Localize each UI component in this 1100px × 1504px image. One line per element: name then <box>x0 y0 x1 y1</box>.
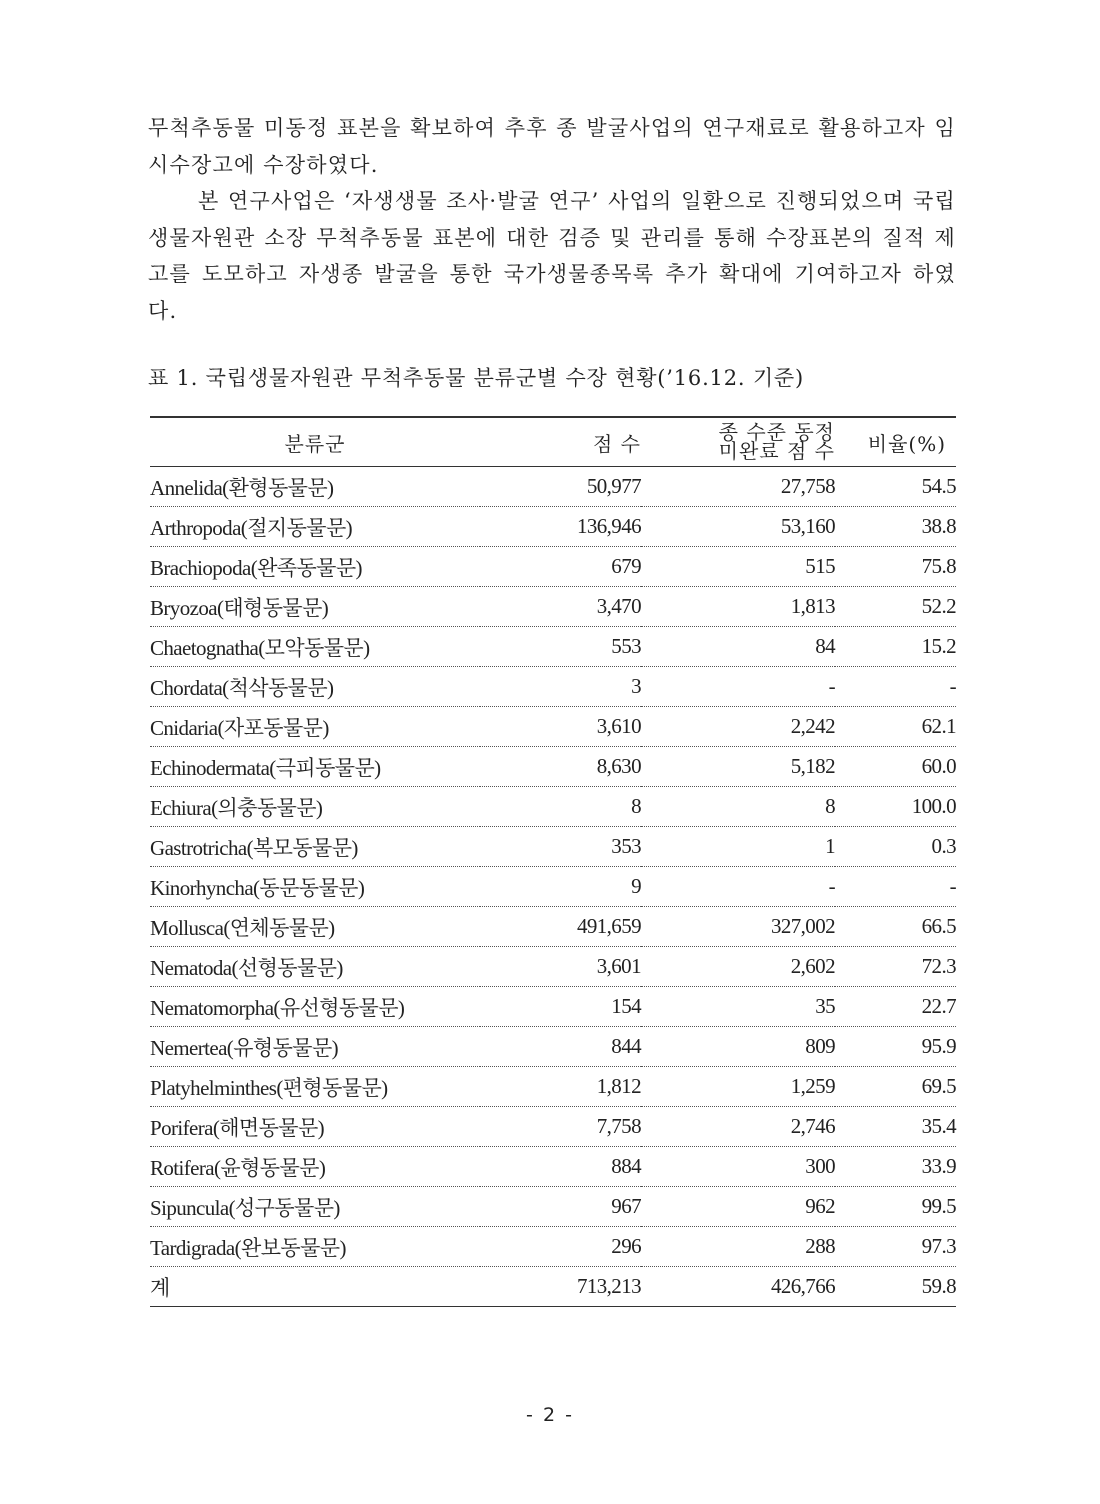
table-row <box>150 1027 956 1067</box>
cell-pending: 1,259 <box>641 1067 835 1107</box>
cell-ratio: 54.5 <box>835 467 956 507</box>
cell-ratio: 52.2 <box>835 587 956 627</box>
cell-ratio: 22.7 <box>835 987 956 1027</box>
cell-group: Chordata(척삭동물문) <box>150 667 480 707</box>
table-row <box>150 827 956 867</box>
cell-ratio: 95.9 <box>835 1027 956 1067</box>
cell-group: Kinorhyncha(동문동물문) <box>150 867 480 907</box>
table-row <box>150 667 956 707</box>
cell-group: Echiura(의충동물문) <box>150 787 480 827</box>
cell-ratio: 99.5 <box>835 1187 956 1227</box>
cell-ratio: - <box>835 667 956 707</box>
cell-group: Chaetognatha(모악동물문) <box>150 627 480 667</box>
cell-ratio: 100.0 <box>835 787 956 827</box>
cell-pending: 53,160 <box>641 507 835 547</box>
body-paragraph-1: 무척추동물 미동정 표본을 확보하여 추후 종 발굴사업의 연구재료로 활용하고자 임시수장고에 수장하였다. <box>148 116 956 177</box>
cell-group: Echinodermata(극피동물문) <box>150 747 480 787</box>
header-group: 분류군 <box>284 431 346 456</box>
cell-group: Sipuncula(성구동물문) <box>150 1187 480 1227</box>
cell-group: Gastrotricha(복모동물문) <box>150 827 480 867</box>
cell-group: Annelida(환형동물문) <box>150 467 480 507</box>
cell-group: Platyhelminthes(편형동물문) <box>150 1067 480 1107</box>
cell-count: 553 <box>480 627 641 667</box>
cell-count: 8 <box>480 787 641 827</box>
header-pending-line1: 종 수준 동정 <box>718 420 835 444</box>
cell-ratio: 66.5 <box>835 907 956 947</box>
header-ratio: 비율(%) <box>867 431 946 456</box>
cell-pending: 2,242 <box>641 707 835 747</box>
total-cell-pending: 426,766 <box>641 1267 835 1307</box>
cell-count: 491,659 <box>480 907 641 947</box>
cell-pending: 5,182 <box>641 747 835 787</box>
cell-count: 1,812 <box>480 1067 641 1107</box>
table-row <box>150 1067 956 1107</box>
cell-pending: 327,002 <box>641 907 835 947</box>
cell-ratio: 69.5 <box>835 1067 956 1107</box>
cell-count: 296 <box>480 1227 641 1267</box>
table-row <box>150 1187 956 1227</box>
cell-count: 50,977 <box>480 467 641 507</box>
table-row <box>150 587 956 627</box>
specimen-table <box>150 416 956 1307</box>
body-paragraph-2: 본 연구사업은 ‘자생생물 조사·발굴 연구’ 사업의 일환으로 진행되었으며 국립생물자원관 소장 무척추동물 표본에 대한 검증 및 관리를 통해 수장표본의 질적 제고를 도모하고 자생종 발굴을 통한 국가생물종목록 추가 확대에 기여하고자 하였다. <box>148 189 956 323</box>
cell-ratio: - <box>835 867 956 907</box>
table-row <box>150 747 956 787</box>
cell-pending: 300 <box>641 1147 835 1187</box>
cell-count: 136,946 <box>480 507 641 547</box>
cell-count: 9 <box>480 867 641 907</box>
table-row <box>150 867 956 907</box>
cell-pending: 1 <box>641 827 835 867</box>
cell-pending: - <box>641 867 835 907</box>
table-caption: 표 1. 국립생물자원관 무척추동물 분류군별 수장 현황(’16.12. 기준) <box>148 366 804 390</box>
cell-count: 844 <box>480 1027 641 1067</box>
cell-group: Brachiopoda(완족동물문) <box>150 547 480 587</box>
table-row <box>150 467 956 507</box>
cell-group: Cnidaria(자포동물문) <box>150 707 480 747</box>
table-row <box>150 627 956 667</box>
header-count: 점 수 <box>593 431 641 456</box>
cell-pending: 84 <box>641 627 835 667</box>
cell-count: 154 <box>480 987 641 1027</box>
cell-pending: 962 <box>641 1187 835 1227</box>
cell-group: Mollusca(연체동물문) <box>150 907 480 947</box>
cell-ratio: 35.4 <box>835 1107 956 1147</box>
table-total-row <box>150 1267 956 1307</box>
cell-group: Nemertea(유형동물문) <box>150 1027 480 1067</box>
table-header-row <box>150 417 956 467</box>
cell-ratio: 0.3 <box>835 827 956 867</box>
table-row <box>150 1227 956 1267</box>
table-row <box>150 547 956 587</box>
cell-count: 3 <box>480 667 641 707</box>
table-row <box>150 787 956 827</box>
cell-group: Rotifera(윤형동물문) <box>150 1147 480 1187</box>
total-cell-count: 713,213 <box>480 1267 641 1307</box>
page-number: - 2 - <box>526 1404 574 1426</box>
table-body <box>150 467 956 1307</box>
cell-pending: - <box>641 667 835 707</box>
cell-ratio: 97.3 <box>835 1227 956 1267</box>
cell-count: 353 <box>480 827 641 867</box>
table-row <box>150 1147 956 1187</box>
cell-pending: 288 <box>641 1227 835 1267</box>
cell-count: 884 <box>480 1147 641 1187</box>
cell-ratio: 15.2 <box>835 627 956 667</box>
cell-pending: 2,746 <box>641 1107 835 1147</box>
total-cell-group: 계 <box>150 1267 480 1307</box>
cell-pending: 2,602 <box>641 947 835 987</box>
cell-pending: 8 <box>641 787 835 827</box>
cell-count: 3,470 <box>480 587 641 627</box>
cell-ratio: 75.8 <box>835 547 956 587</box>
cell-ratio: 33.9 <box>835 1147 956 1187</box>
total-cell-ratio: 59.8 <box>835 1267 956 1307</box>
cell-ratio: 60.0 <box>835 747 956 787</box>
cell-count: 8,630 <box>480 747 641 787</box>
cell-count: 967 <box>480 1187 641 1227</box>
cell-ratio: 72.3 <box>835 947 956 987</box>
cell-group: Arthropoda(절지동물문) <box>150 507 480 547</box>
header-pending <box>641 417 835 467</box>
cell-count: 3,610 <box>480 707 641 747</box>
cell-pending: 27,758 <box>641 467 835 507</box>
table-row <box>150 907 956 947</box>
table-row <box>150 707 956 747</box>
table-row <box>150 947 956 987</box>
cell-group: Nematoda(선형동물문) <box>150 947 480 987</box>
cell-pending: 809 <box>641 1027 835 1067</box>
cell-group: Bryozoa(태형동물문) <box>150 587 480 627</box>
table-row <box>150 1107 956 1147</box>
cell-ratio: 62.1 <box>835 707 956 747</box>
cell-group: Nematomorpha(유선형동물문) <box>150 987 480 1027</box>
table-row <box>150 507 956 547</box>
cell-count: 7,758 <box>480 1107 641 1147</box>
header-pending-line2: 미완료 점 수 <box>718 439 835 463</box>
cell-group: Porifera(해면동물문) <box>150 1107 480 1147</box>
table-row <box>150 987 956 1027</box>
cell-count: 3,601 <box>480 947 641 987</box>
cell-pending: 1,813 <box>641 587 835 627</box>
cell-count: 679 <box>480 547 641 587</box>
cell-ratio: 38.8 <box>835 507 956 547</box>
cell-group: Tardigrada(완보동물문) <box>150 1227 480 1267</box>
cell-pending: 515 <box>641 547 835 587</box>
cell-pending: 35 <box>641 987 835 1027</box>
